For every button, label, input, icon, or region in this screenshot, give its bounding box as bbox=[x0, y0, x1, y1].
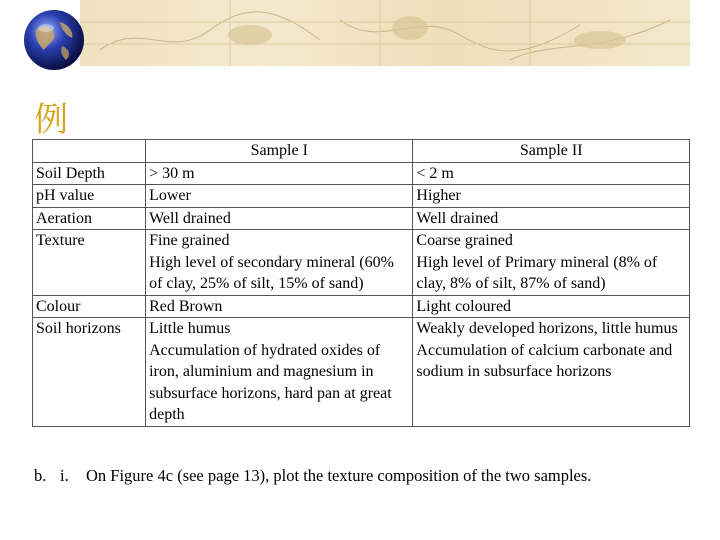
row-label: pH value bbox=[33, 185, 146, 208]
row-label: Aeration bbox=[33, 207, 146, 230]
sample-1-cell bbox=[146, 295, 413, 318]
row-label: Colour bbox=[33, 295, 146, 318]
sample-1-cell bbox=[146, 162, 413, 185]
sample-2-cell bbox=[413, 162, 690, 185]
soil-comparison-table bbox=[32, 139, 690, 427]
cell-line: High level of Primary mineral (8% of clay, 8% of silt, 87% of sand) bbox=[416, 253, 658, 292]
map-banner bbox=[80, 0, 690, 66]
sample-1-cell bbox=[146, 230, 413, 296]
sample-2-cell bbox=[413, 230, 690, 296]
cell-line: Weakly developed horizons, little humus bbox=[416, 320, 678, 337]
sample-2-cell bbox=[413, 318, 690, 427]
cell-line: Little humus bbox=[149, 320, 231, 337]
sample-1-cell bbox=[146, 318, 413, 427]
cell-line: < 2 m bbox=[416, 164, 454, 182]
row-label: Soil Depth bbox=[33, 162, 146, 185]
cell-line: Accumulation of calcium carbonate and sodium in subsurface horizons bbox=[416, 341, 673, 380]
table-row bbox=[33, 185, 690, 208]
cell-line: Light coloured bbox=[416, 297, 512, 315]
cell-line: > 30 m bbox=[149, 164, 195, 182]
globe-icon bbox=[22, 8, 86, 72]
cell-line: Fine grained bbox=[149, 232, 230, 249]
header-cell: Sample I bbox=[146, 140, 413, 163]
table-row bbox=[33, 318, 690, 427]
cell-line: Higher bbox=[416, 187, 461, 204]
table-row bbox=[33, 230, 690, 296]
sample-1-cell bbox=[146, 207, 413, 230]
cell-line: Red Brown bbox=[149, 297, 223, 315]
cell-line: Lower bbox=[149, 187, 191, 204]
cell-line: Well drained bbox=[416, 209, 499, 227]
sample-2-cell bbox=[413, 185, 690, 208]
map-pattern-icon bbox=[80, 0, 690, 66]
cell-line: Accumulation of hydrated oxides of iron, aluminium and magnesium in subsurface horizons, hard pan at great depth bbox=[149, 341, 392, 423]
table-row bbox=[33, 295, 690, 318]
sample-2-cell bbox=[413, 207, 690, 230]
table-header-row bbox=[33, 140, 690, 163]
question-body: On Figure 4c (see page 13), plot the texture composition of the two samples. bbox=[86, 466, 592, 485]
cell-line: Well drained bbox=[149, 209, 231, 227]
header-cell: Sample II bbox=[413, 140, 690, 163]
page-title: 例 bbox=[34, 100, 70, 140]
cell-line: High level of secondary mineral (60% of clay, 25% of silt, 15% of sand) bbox=[149, 253, 394, 292]
question-number: b. bbox=[34, 466, 47, 485]
sample-2-cell bbox=[413, 295, 690, 318]
cell-line: Coarse grained bbox=[416, 232, 513, 249]
question-sub-number: i. bbox=[60, 466, 69, 485]
row-label: Soil horizons bbox=[33, 318, 146, 427]
header-cell bbox=[33, 140, 146, 163]
question-text bbox=[34, 466, 591, 486]
table-row bbox=[33, 162, 690, 185]
table-row bbox=[33, 207, 690, 230]
row-label: Texture bbox=[33, 230, 146, 296]
sample-1-cell bbox=[146, 185, 413, 208]
